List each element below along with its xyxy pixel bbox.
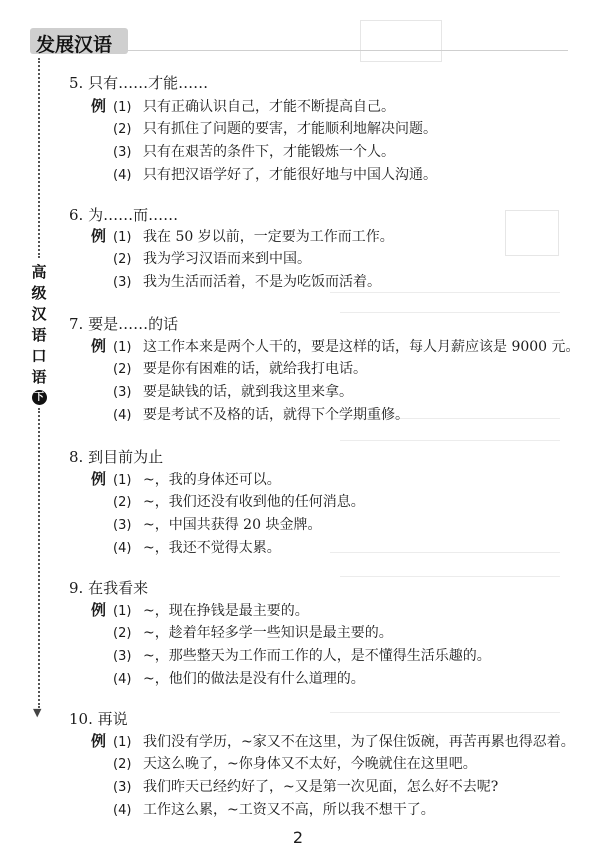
side-title-char: 口 bbox=[31, 347, 47, 365]
example-text: ~，我们还没有收到他的任何消息。 bbox=[143, 494, 365, 510]
example-text: ~，我还不觉得太累。 bbox=[143, 540, 281, 556]
example-number: (2) bbox=[113, 362, 132, 377]
side-title-char: 高 bbox=[31, 263, 47, 281]
example-number: (3) bbox=[113, 649, 132, 664]
example-label: 例 bbox=[91, 732, 107, 750]
section-title: 10. 再说 bbox=[69, 710, 128, 728]
example-text: 我为生活而活着，不是为吃饭而活着。 bbox=[143, 274, 381, 290]
example-line bbox=[113, 404, 409, 424]
example-number: (2) bbox=[113, 495, 132, 510]
bleed-through-line bbox=[330, 712, 560, 713]
example-text: 我在 50 岁以前，一定要为工作而工作。 bbox=[143, 229, 394, 245]
example-text: ~，现在挣钱是最主要的。 bbox=[143, 603, 309, 619]
page-number: 2 bbox=[292, 828, 304, 847]
example-line bbox=[113, 164, 437, 184]
side-title-char: 级 bbox=[31, 284, 47, 302]
example-number: (4) bbox=[113, 672, 132, 687]
example-text: 天这么晚了，~你身体又不太好，今晚就住在这里吧。 bbox=[143, 756, 477, 772]
example-text: 工作这么累，~工资又不高，所以我不想干了。 bbox=[143, 802, 435, 818]
example-line bbox=[91, 599, 309, 620]
example-text: 只有正确认识自己，才能不断提高自己。 bbox=[143, 99, 395, 115]
section-title: 9. 在我看来 bbox=[69, 579, 149, 597]
example-line bbox=[113, 645, 491, 665]
example-line bbox=[113, 381, 353, 401]
header-rule bbox=[128, 50, 568, 51]
example-line bbox=[113, 248, 311, 268]
example-number: (1) bbox=[113, 735, 132, 750]
example-number: (3) bbox=[113, 275, 132, 290]
example-number: (2) bbox=[113, 252, 132, 267]
example-text: 要是缺钱的话，就到我这里来拿。 bbox=[143, 384, 353, 400]
example-line bbox=[113, 141, 395, 161]
side-title bbox=[28, 262, 50, 405]
margin-arrow-icon: ▼ bbox=[33, 706, 42, 719]
example-line bbox=[113, 537, 281, 557]
margin-dotted-rule-bottom bbox=[38, 408, 40, 708]
bleed-through-box bbox=[505, 210, 559, 256]
example-line bbox=[113, 668, 365, 688]
page-title: 发展汉语 bbox=[36, 34, 113, 56]
example-text: ~，那些整天为工作而工作的人，是不懂得生活乐趣的。 bbox=[143, 648, 491, 664]
example-line bbox=[113, 776, 498, 796]
example-number: (1) bbox=[113, 230, 132, 245]
example-text: ~，他们的做法是没有什么道理的。 bbox=[143, 671, 365, 687]
section-title: 8. 到目前为止 bbox=[69, 448, 164, 466]
example-text: 我们昨天已经约好了，~又是第一次见面，怎么好不去呢? bbox=[143, 779, 499, 795]
example-text: 要是考试不及格的话，就得下个学期重修。 bbox=[143, 407, 409, 423]
example-text: 要是你有困难的话，就给我打电话。 bbox=[143, 361, 367, 377]
example-label: 例 bbox=[91, 601, 107, 619]
example-number: (1) bbox=[113, 100, 132, 115]
example-line bbox=[91, 468, 281, 489]
example-line bbox=[91, 95, 395, 116]
example-text: 我为学习汉语而来到中国。 bbox=[143, 251, 311, 267]
example-line bbox=[113, 514, 321, 534]
example-number: (2) bbox=[113, 122, 132, 137]
bleed-through-line bbox=[330, 552, 560, 553]
section-title: 5. 只有……才能…… bbox=[69, 74, 209, 92]
example-number: (4) bbox=[113, 408, 132, 423]
example-text: ~，我的身体还可以。 bbox=[143, 472, 281, 488]
example-text: 只有把汉语学好了，才能很好地与中国人沟通。 bbox=[143, 167, 437, 183]
example-label: 例 bbox=[91, 337, 107, 355]
example-line bbox=[113, 753, 477, 773]
example-line bbox=[91, 225, 394, 246]
section-title: 7. 要是……的话 bbox=[69, 315, 179, 333]
example-number: (1) bbox=[113, 473, 132, 488]
example-number: (1) bbox=[113, 340, 132, 355]
example-line bbox=[113, 118, 437, 138]
example-number: (2) bbox=[113, 626, 132, 641]
margin-dotted-rule-top bbox=[38, 58, 40, 258]
example-number: (4) bbox=[113, 803, 132, 818]
example-label: 例 bbox=[91, 97, 107, 115]
bleed-through-line bbox=[330, 292, 560, 293]
example-number: (2) bbox=[113, 757, 132, 772]
example-number: (1) bbox=[113, 604, 132, 619]
example-number: (4) bbox=[113, 168, 132, 183]
example-line bbox=[113, 358, 367, 378]
example-text: ~，趁着年轻多学一些知识是最主要的。 bbox=[143, 625, 393, 641]
example-line bbox=[91, 730, 575, 751]
example-line bbox=[113, 271, 381, 291]
example-label: 例 bbox=[91, 470, 107, 488]
example-number: (3) bbox=[113, 518, 132, 533]
side-title-char: 汉 bbox=[31, 305, 47, 323]
example-number: (3) bbox=[113, 145, 132, 160]
example-text: 这工作本来是两个人干的，要是这样的话，每人月薪应该是 9000 元。 bbox=[143, 339, 580, 355]
side-title-char: 语 bbox=[31, 368, 47, 386]
example-line bbox=[113, 799, 435, 819]
example-text: 我们没有学历，~家又不在这里，为了保住饭碗，再苦再累也得忍着。 bbox=[143, 734, 575, 750]
example-line bbox=[113, 491, 365, 511]
example-text: ~，中国共获得 20 块金牌。 bbox=[143, 517, 322, 533]
bleed-through-line bbox=[340, 576, 560, 577]
example-text: 只有抓住了问题的要害，才能顺利地解决问题。 bbox=[143, 121, 437, 137]
example-line bbox=[113, 622, 393, 642]
example-number: (3) bbox=[113, 780, 132, 795]
bleed-through-line bbox=[340, 440, 560, 441]
example-line bbox=[91, 335, 580, 356]
bleed-through-line bbox=[340, 312, 560, 313]
volume-badge: 下 bbox=[32, 390, 47, 405]
section-title: 6. 为……而…… bbox=[69, 206, 179, 224]
example-number: (4) bbox=[113, 541, 132, 556]
example-number: (3) bbox=[113, 385, 132, 400]
example-text: 只有在艰苦的条件下，才能锻炼一个人。 bbox=[143, 144, 395, 160]
example-label: 例 bbox=[91, 227, 107, 245]
bleed-through-box bbox=[360, 20, 442, 62]
side-title-char: 语 bbox=[31, 326, 47, 344]
